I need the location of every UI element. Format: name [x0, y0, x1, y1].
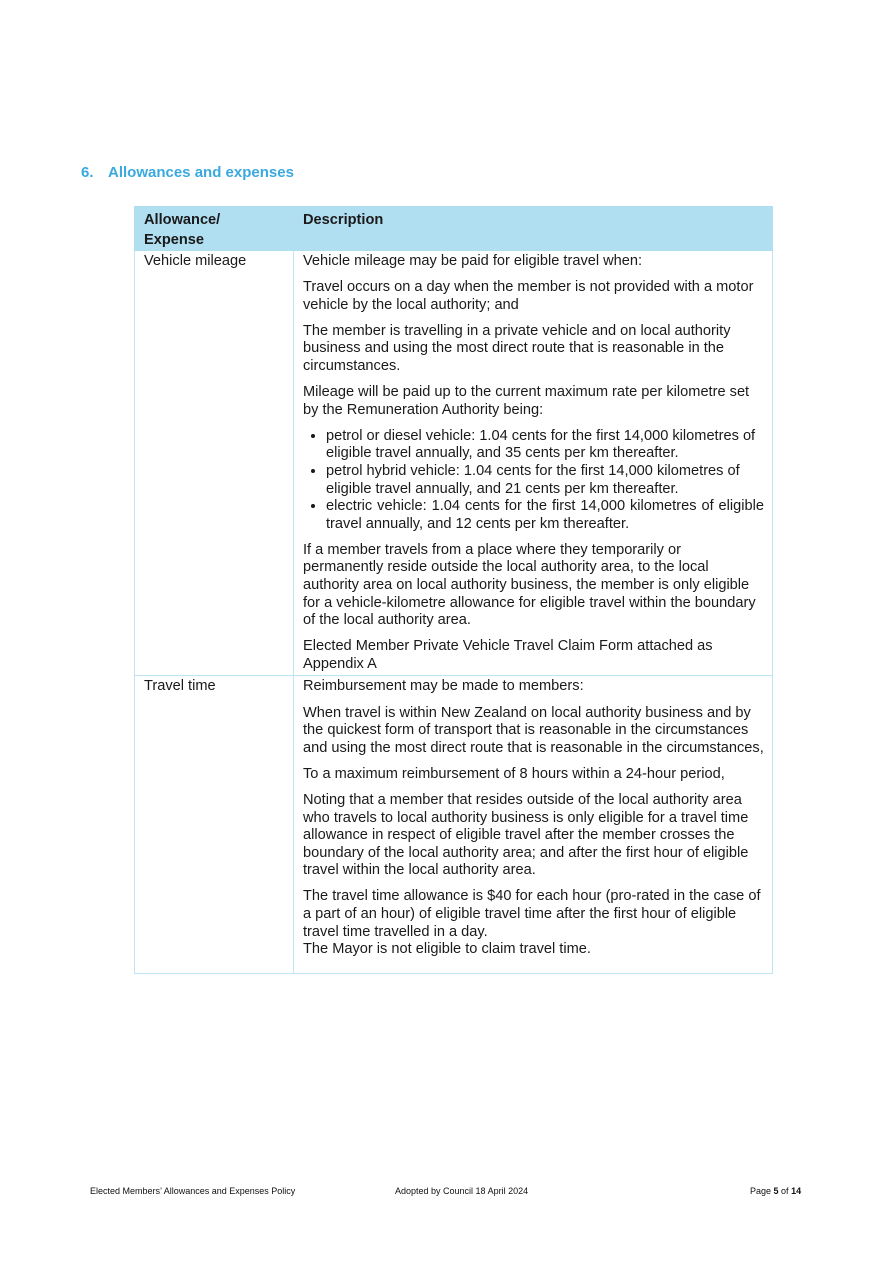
paragraph: The member is travelling in a private vehicle and on local authority business and using the most direct route that is reasonable in the circumstances.	[303, 322, 731, 374]
paragraph: Reimbursement may be made to members:	[303, 678, 584, 695]
table-row-vehicle-mileage	[135, 251, 773, 676]
page-prefix: Page	[750, 1186, 774, 1196]
row-label: Travel time	[135, 676, 294, 973]
paragraph-text: The travel time allowance is $40 for each hour (pro-rated in the case of a part of an hour) of eligible travel time after the first hour of eligible travel time travelled in a day.	[303, 888, 761, 940]
paragraph: Elected Member Private Vehicle Travel Claim Form attached as Appendix A	[303, 638, 713, 672]
paragraph: Travel occurs on a day when the member is not provided with a motor vehicle by the local authority; and	[303, 279, 754, 313]
header-allowance-expense	[135, 207, 294, 251]
list-item: • petrol or diesel vehicle: 1.04 cents for the first 14,000 kilometres of eligible travel annually, and 35 cents per km thereafter.	[326, 428, 764, 463]
row-label: Vehicle mileage	[135, 251, 294, 676]
table-row-travel-time	[135, 676, 773, 973]
footer-adopted-date: Adopted by Council 18 April 2024	[395, 1186, 529, 1196]
section-heading	[81, 164, 294, 181]
paragraph: To a maximum reimbursement of 8 hours within a 24-hour period,	[303, 765, 725, 782]
paragraph: If a member travels from a place where they temporarily or permanently reside outside the local authority area, to the local authority area on local authority business, the member is only eligible for a vehicle-kilometre allowance for eligible travel within the boundary of the local authority area.	[303, 541, 756, 629]
table-header-row	[135, 207, 773, 251]
section-title: Allowances and expenses	[108, 164, 294, 181]
paragraph-final-line: The Mayor is not eligible to claim travel time.	[303, 941, 591, 958]
paragraph: Vehicle mileage may be paid for eligible travel when:	[303, 253, 643, 269]
footer-policy-title: Elected Members’ Allowances and Expenses Policy	[90, 1186, 296, 1196]
page-current: 5	[773, 1186, 779, 1196]
paragraph: Mileage will be paid up to the current maximum rate per kilometre set by the Remuneration Authority being:	[303, 384, 750, 418]
footer-page-number	[750, 1186, 801, 1196]
page-total: 14	[791, 1186, 802, 1196]
paragraph	[303, 888, 764, 958]
header-col1-line2: Expense	[144, 232, 205, 248]
paragraph: Noting that a member that resides outside of the local authority area who travels to local authority business is only eligible for a travel time allowance in respect of eligible travel after the member crosses the boundary of the local authority area; and after the first hour of eligible travel within the local authority area.	[303, 791, 749, 879]
header-col1-line1: Allowance/	[144, 212, 221, 228]
page-of: of	[778, 1186, 792, 1196]
rate-list	[303, 428, 764, 534]
section-number: 6.	[81, 164, 94, 181]
header-description: Description	[294, 207, 773, 251]
row-description	[294, 251, 773, 676]
list-item: • petrol hybrid vehicle: 1.04 cents for the first 14,000 kilometres of eligible travel annually, and 21 cents per km thereafter.	[326, 463, 764, 498]
allowances-table	[134, 206, 773, 974]
paragraph: When travel is within New Zealand on local authority business and by the quickest form of transport that is reasonable in the circumstances and using the most direct route that is reasonable in the circumstances,	[303, 704, 764, 756]
row-description	[294, 676, 773, 973]
list-item: • electric vehicle: 1.04 cents for the first 14,000 kilometres of eligible travel annually, and 12 cents per km thereafter.	[326, 498, 764, 533]
